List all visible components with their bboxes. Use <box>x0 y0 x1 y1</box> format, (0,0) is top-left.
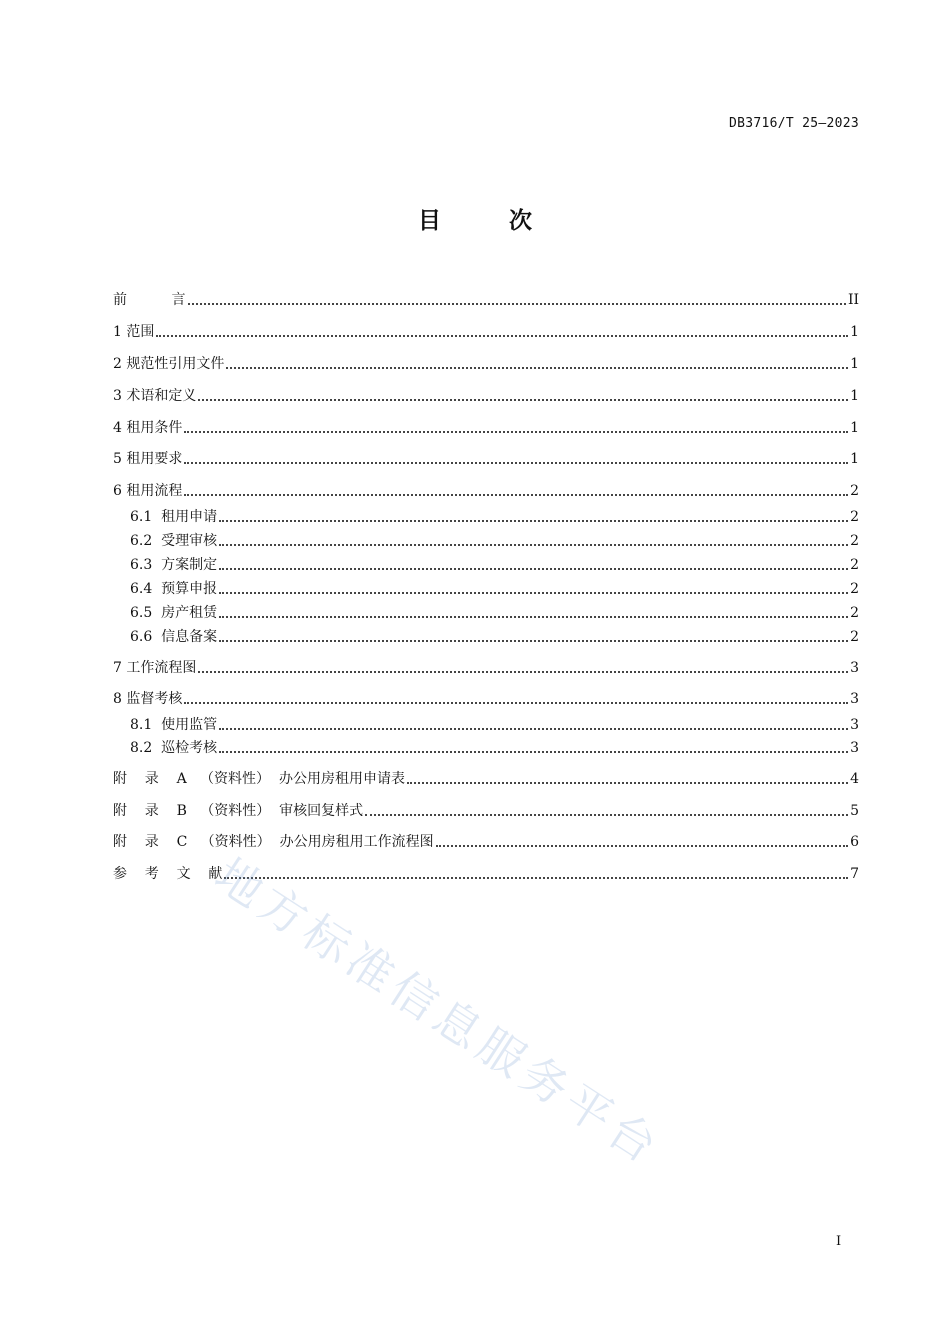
toc-entry-page: 2 <box>850 509 859 525</box>
toc-leader-dots <box>184 462 848 464</box>
toc-entry-label: 6.2 受理审核 <box>130 533 218 549</box>
toc-entry-label: 6 租用流程 <box>113 483 183 499</box>
toc-leader-dots <box>156 335 848 337</box>
toc-entry-label: 1 范围 <box>113 324 155 340</box>
toc-entry-page: 1 <box>850 388 859 404</box>
toc-entry-page: 2 <box>850 605 859 621</box>
toc-entry[interactable] <box>113 507 859 527</box>
toc-leader-dots <box>219 520 848 522</box>
toc-leader-dots <box>436 845 849 847</box>
toc-entry-page: 3 <box>850 717 859 733</box>
toc-entry-label: 2 规范性引用文件 <box>113 356 225 372</box>
toc-entry-label: 3 术语和定义 <box>113 388 197 404</box>
toc-entry-label: 8.2 巡检考核 <box>130 740 218 756</box>
toc-entry-page: 4 <box>850 771 859 787</box>
toc-leader-dots <box>224 877 848 879</box>
page-number: I <box>836 1234 842 1249</box>
toc-entry-label: 7 工作流程图 <box>113 660 197 676</box>
toc-entry-page: 3 <box>850 691 859 707</box>
toc-leader-dots <box>184 702 848 704</box>
toc-leader-dots <box>219 544 848 546</box>
toc-leader-dots <box>226 367 848 369</box>
document-code: DB3716/T 25—2023 <box>728 116 859 131</box>
toc-entry-label: 6.6 信息备案 <box>130 629 218 645</box>
toc-entry[interactable] <box>113 715 859 735</box>
toc-entry-page: 1 <box>850 356 859 372</box>
toc-entry-label: 6.1 租用申请 <box>130 509 218 525</box>
toc-entry[interactable] <box>113 801 859 821</box>
toc-entry-page: 3 <box>850 660 859 676</box>
toc-entry-label: 5 租用要求 <box>113 451 183 467</box>
toc-entry-page: II <box>847 292 859 308</box>
toc-leader-dots <box>198 671 848 673</box>
toc-leader-dots <box>198 399 848 401</box>
toc-entry[interactable] <box>113 481 859 501</box>
toc-entry[interactable] <box>113 322 859 342</box>
toc-entry[interactable] <box>113 579 859 599</box>
toc-entry-label: 附 录 C （资料性） 办公用房租用工作流程图 <box>113 834 434 850</box>
toc-entry[interactable] <box>113 386 859 406</box>
toc-entry-label: 附 录 B （资料性） 审核回复样式 <box>113 803 364 819</box>
toc-entry-page: 3 <box>850 740 859 756</box>
toc-entry-label: 8 监督考核 <box>113 691 183 707</box>
toc-entry[interactable] <box>113 769 859 789</box>
toc-entry[interactable] <box>113 418 859 438</box>
toc-entry[interactable] <box>113 738 859 758</box>
toc-entry-label: 参 考 文 献 <box>113 866 223 882</box>
toc-entry[interactable] <box>113 555 859 575</box>
toc-leader-dots <box>188 303 846 305</box>
watermark: 地方标准信息服务平台 <box>205 847 672 1177</box>
toc-leader-dots <box>219 592 848 594</box>
toc-entry-page: 2 <box>850 581 859 597</box>
toc-leader-dots <box>219 616 848 618</box>
toc-entry[interactable] <box>113 627 859 647</box>
toc-entry-page: 5 <box>850 803 859 819</box>
toc-entry-label: 6.4 预算申报 <box>130 581 218 597</box>
toc-entry-page: 2 <box>850 483 859 499</box>
toc-entry-page: 6 <box>850 834 859 850</box>
toc-leader-dots <box>219 728 848 730</box>
toc-leader-dots <box>219 640 848 642</box>
toc-entry-page: 1 <box>850 420 859 436</box>
toc-entry-page: 2 <box>850 533 859 549</box>
toc-entry[interactable] <box>113 832 859 852</box>
toc-leader-dots <box>219 568 848 570</box>
toc-entry[interactable] <box>113 449 859 469</box>
toc-entry-page: 2 <box>850 557 859 573</box>
toc-leader-dots <box>184 431 848 433</box>
toc-entry-label: 6.5 房产租赁 <box>130 605 218 621</box>
toc-entry-label: 附 录 A （资料性） 办公用房租用申请表 <box>113 771 405 787</box>
toc-leader-dots <box>407 782 848 784</box>
toc-entry-page: 1 <box>850 324 859 340</box>
toc-entry-label: 8.1 使用监管 <box>130 717 218 733</box>
toc-entry[interactable] <box>113 864 859 884</box>
toc-entry[interactable] <box>113 531 859 551</box>
toc-entry-page: 2 <box>850 629 859 645</box>
toc-entry-label: 4 租用条件 <box>113 420 183 436</box>
toc-leader-dots <box>219 751 848 753</box>
toc-leader-dots <box>365 814 848 816</box>
toc-entry[interactable] <box>113 354 859 374</box>
toc-entry[interactable] <box>113 290 859 310</box>
toc-entry-page: 1 <box>850 451 859 467</box>
toc-entry-label: 前 言 <box>113 292 186 308</box>
toc-entry-page: 7 <box>850 866 859 882</box>
toc-entry-label: 6.3 方案制定 <box>130 557 218 573</box>
toc-entry[interactable] <box>113 689 859 709</box>
toc-entry[interactable] <box>113 603 859 623</box>
toc-title: 目 次 <box>417 208 532 234</box>
toc-entry[interactable] <box>113 658 859 678</box>
toc-leader-dots <box>184 494 848 496</box>
